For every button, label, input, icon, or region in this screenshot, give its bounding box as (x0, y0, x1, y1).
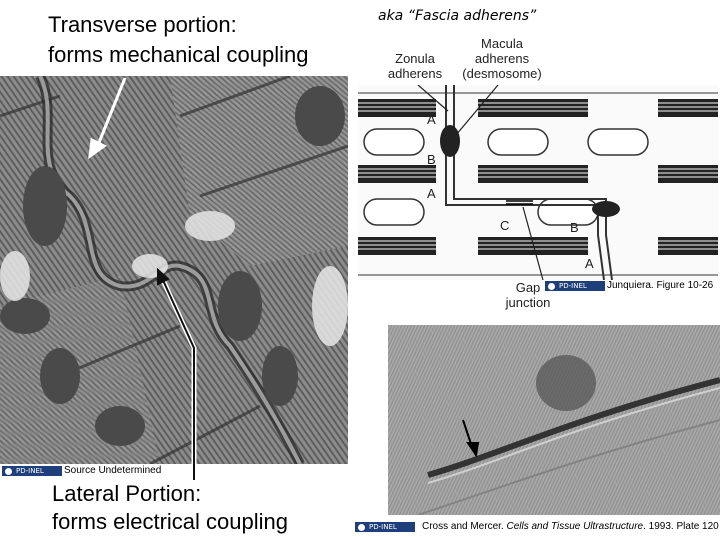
left-source-credit: Source Undetermined (64, 465, 162, 476)
lateral-heading-line2: forms electrical coupling (52, 509, 288, 534)
pd-inel-badge-diagram: PD-INEL (545, 281, 605, 291)
gap-junction-label-line2: junction (505, 295, 551, 310)
band-letter-b1: B (427, 152, 436, 167)
em-micrograph-right (388, 325, 720, 515)
band-letter-a2: A (427, 186, 436, 201)
macula-label-line3: (desmosome) (462, 66, 542, 81)
transverse-arrow (96, 78, 125, 150)
license-icon (548, 283, 555, 290)
band-letter-a3: A (585, 256, 594, 271)
junction-diagram (358, 85, 718, 280)
license-icon (5, 468, 12, 475)
gap-junction-label-line1: Gap (515, 280, 541, 295)
pointer-arrows (0, 60, 348, 480)
zonula-label-line2: adherens (387, 66, 443, 81)
band-letter-b2: B (570, 220, 579, 235)
lateral-heading-line1: Lateral Portion: (52, 481, 202, 506)
license-icon (358, 524, 365, 531)
band-letter-a1: A (427, 112, 436, 127)
zonula-label-line1: Zonula (395, 51, 435, 66)
transverse-arrowhead (90, 140, 104, 156)
macula-label-line2: adherens (474, 51, 530, 66)
pd-inel-badge-right: PD-INEL (355, 522, 415, 532)
band-letter-c: C (500, 218, 510, 233)
pd-inel-badge-left: PD-INEL (2, 466, 62, 476)
em-right-image (388, 325, 720, 515)
transverse-heading-line1: Transverse portion: (48, 12, 237, 37)
aka-note: aka “Fascia adherens” (378, 8, 537, 24)
transverse-heading-line2: forms mechanical coupling (48, 42, 309, 67)
macula-label-line1: Macula (481, 36, 523, 51)
junqueira-credit: Junquiera. Figure 10-26 (607, 280, 714, 291)
cross-mercer-credit: Cross and Mercer. Cells and Tissue Ultrastructure. 1993. Plate 120 (422, 521, 719, 532)
